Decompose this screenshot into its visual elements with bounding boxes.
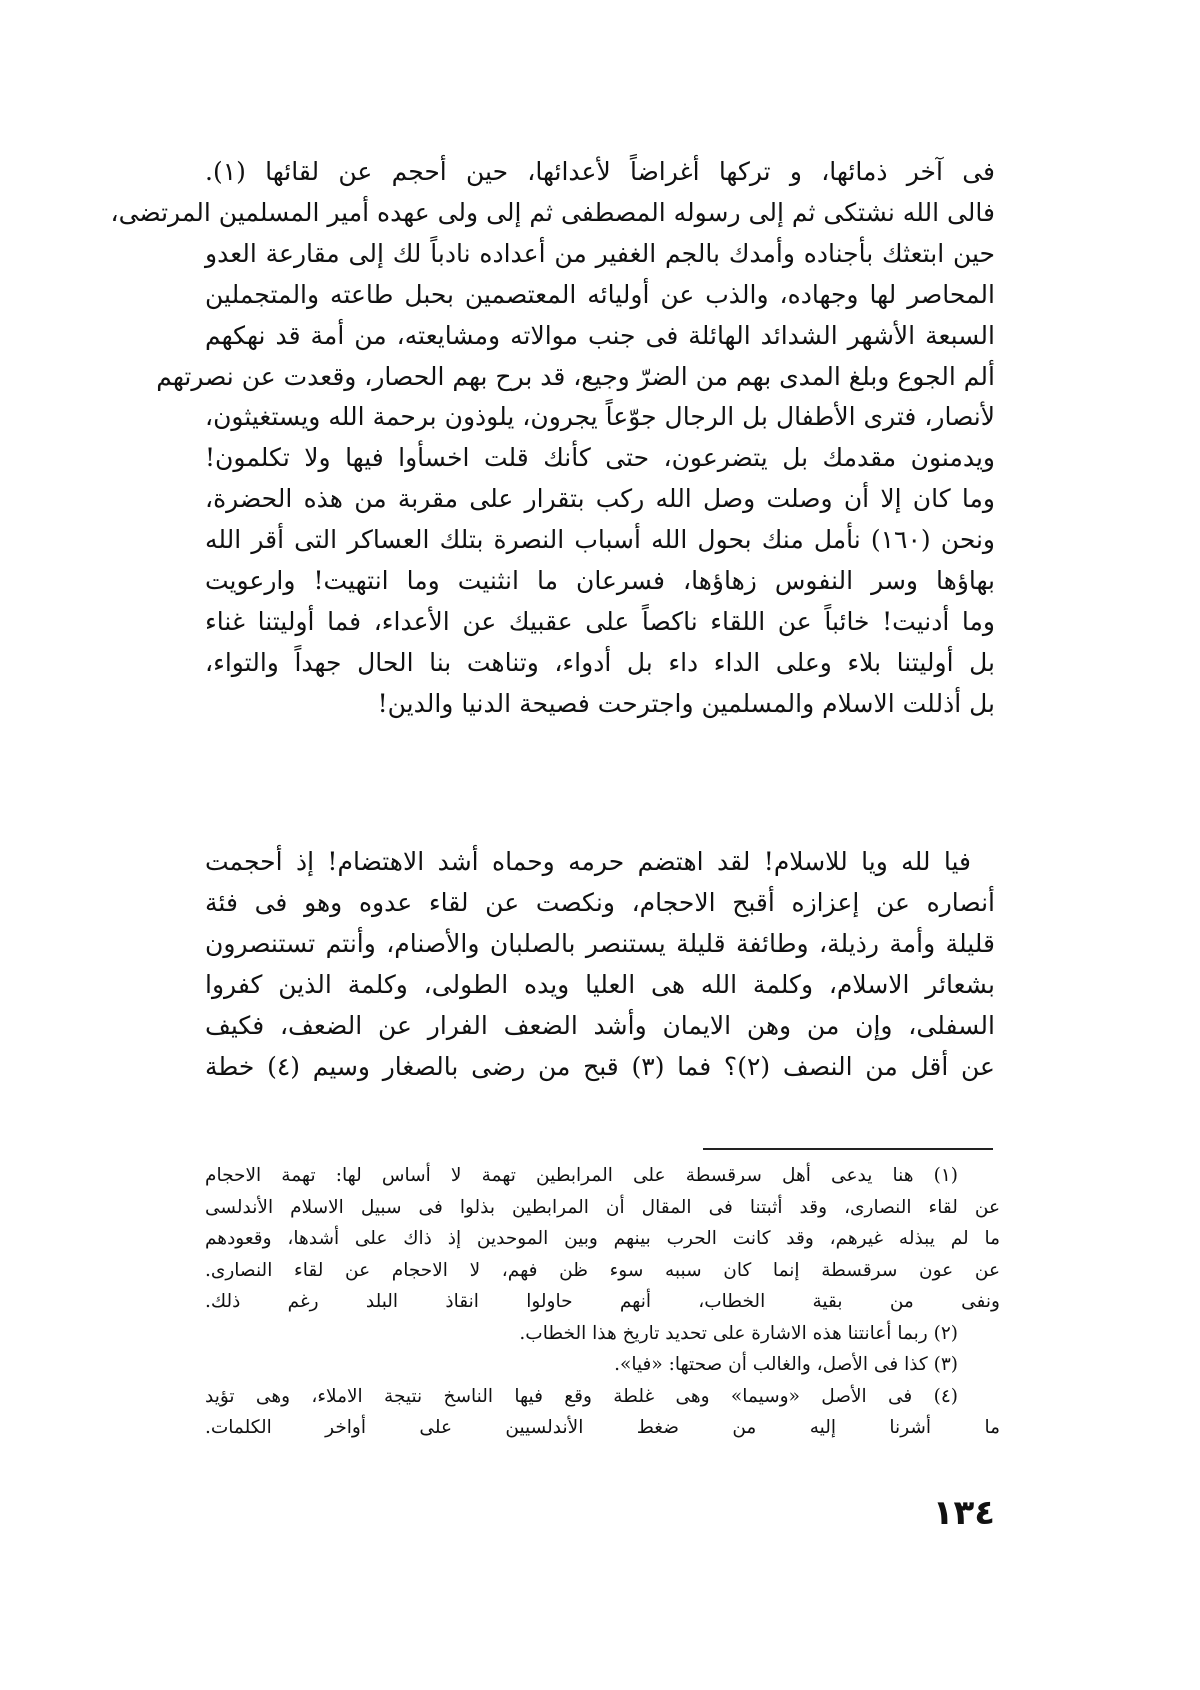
text-line: بشعائر الاسلام، وكلمة الله هى العليا ويده الطولى، وكلمة الذين كفروا xyxy=(205,969,995,999)
footnote-4-line: (٤) فى الأصل «وسيما» وهى غلطة وقع فيها الناسخ نتيجة الاملاء، وهى تؤيد xyxy=(205,1385,958,1407)
text-line: حين ابتعثك بأجناده وأمدك بالجم الغفير من أعداده نادباً لك إلى مقارعة العدو xyxy=(205,238,995,268)
text-line: السفلى، وإن من وهن الايمان وأشد الضعف الفرار عن الضعف، فكيف xyxy=(205,1010,995,1040)
footnotes-section xyxy=(205,1160,1000,1444)
footnote-1-line: ما لم يبذله غيرهم، وقد كانت الحرب بينهم وبين الموحدين إذ ذاك على أشدها، وقعودهم xyxy=(205,1228,1000,1249)
text-line: بل أوليتنا بلاء وعلى الداء داء بل أدواء، وتناهت بنا الحال جهداً والتواء، xyxy=(205,647,995,677)
footnote-2: (٢) ربما أعانتنا هذه الاشارة على تحديد تاريخ هذا الخطاب. xyxy=(519,1322,958,1344)
text-line: عن أقل من النصف (٢)؟ فما (٣) قبح من رضى بالصغار وسيم (٤) خطة xyxy=(205,1051,995,1081)
text-line: ويدمنون مقدمك بل يتضرعون، حتى كأنك قلت اخسأوا فيها ولا تكلمون! xyxy=(205,443,995,473)
footnote-separator xyxy=(703,1148,993,1150)
text-line: فى آخر ذمائها، و تركها أغراضاً لأعدائها، حين أحجم عن لقائها (١). xyxy=(205,157,995,186)
text-line: لأنصار، فترى الأطفال بل الرجال جوّعاً يجرون، يلوذون برحمة الله ويستغيثون، xyxy=(205,402,995,432)
text-line: فالى الله نشتكى ثم إلى رسوله المصطفى ثم إلى ولى عهده أمير المسلمين المرتضى، xyxy=(110,197,995,227)
text-line: وما أدنيت! خائباً عن اللقاء ناكصاً على عقبيك عن الأعداء، فما أوليتنا غناء xyxy=(205,606,995,636)
footnote-3: (٣) كذا فى الأصل، والغالب أن صحتها: «فيا». xyxy=(614,1354,958,1375)
footnote-1-line: ونفى من بقية الخطاب، أنهم حاولوا انقاذ البلد رغم ذلك. xyxy=(205,1291,1000,1312)
text-line: بهاؤها وسر النفوس زهاؤها، فسرعان ما انثنيت وما انتهيت! وارعويت xyxy=(205,566,995,596)
text-line: فيا لله ويا للاسلام! لقد اهتضم حرمه وحماه أشد الاهتضام! إذ أحجمت xyxy=(205,847,971,876)
text-line: بل أذللت الاسلام والمسلمين واجترحت فصيحة الدنيا والدين! xyxy=(377,688,995,718)
text-line: ألم الجوع وبلغ المدى بهم من الضرّ وجيع، قد برح بهم الحصار، وقعدت عن نصرتهم xyxy=(156,361,995,391)
footnote-1-line: (١) هنا يدعى أهل سرقسطة على المرابطين تهمة لا أساس لها: تهمة الاحجام xyxy=(205,1165,958,1186)
text-line: المحاصر لها وجهاده، والذب عن أوليائه المعتصمين بحبل طاعته والمتجملين xyxy=(205,279,995,309)
text-line: وما كان إلا أن وصلت وصل الله ركب بتقرار على مقربة من هذه الحضرة، xyxy=(205,484,995,514)
footnote-1-line: عن عون سرقسطة إنما كان سببه سوء ظن فهم، لا الاحجام عن لقاء النصارى. xyxy=(205,1259,1000,1281)
text-line: السبعة الأشهر الشدائد الهائلة فى جنب موالاته ومشايعته، من أمة قد نهكهم xyxy=(205,320,995,350)
text-line: أنصاره عن إعزازه أقبح الاحجام، ونكصت عن لقاء عدوه وهو فى فئة xyxy=(205,887,995,917)
footnote-4-line: ما أشرنا إليه من ضغط الأندلسيين على أواخر الكلمات. xyxy=(205,1417,1000,1438)
text-line: قليلة وأمة رذيلة، وطائفة قليلة يستنصر بالصلبان والأصنام، وأنتم تستنصرون xyxy=(205,928,995,958)
main-paragraph-2 xyxy=(205,842,995,1087)
text-line: ونحن (١٦٠) نأمل منك بحول الله أسباب النصرة بتلك العساكر التى أقر الله xyxy=(205,525,995,555)
footnote-1-line: عن لقاء النصارى، وقد أثبتنا فى المقال أن المرابطين بذلوا فى سبيل الاسلام الأندلسى xyxy=(205,1196,1000,1218)
main-paragraph-1 xyxy=(110,152,995,725)
page-number: ١٣٤ xyxy=(932,1493,995,1533)
